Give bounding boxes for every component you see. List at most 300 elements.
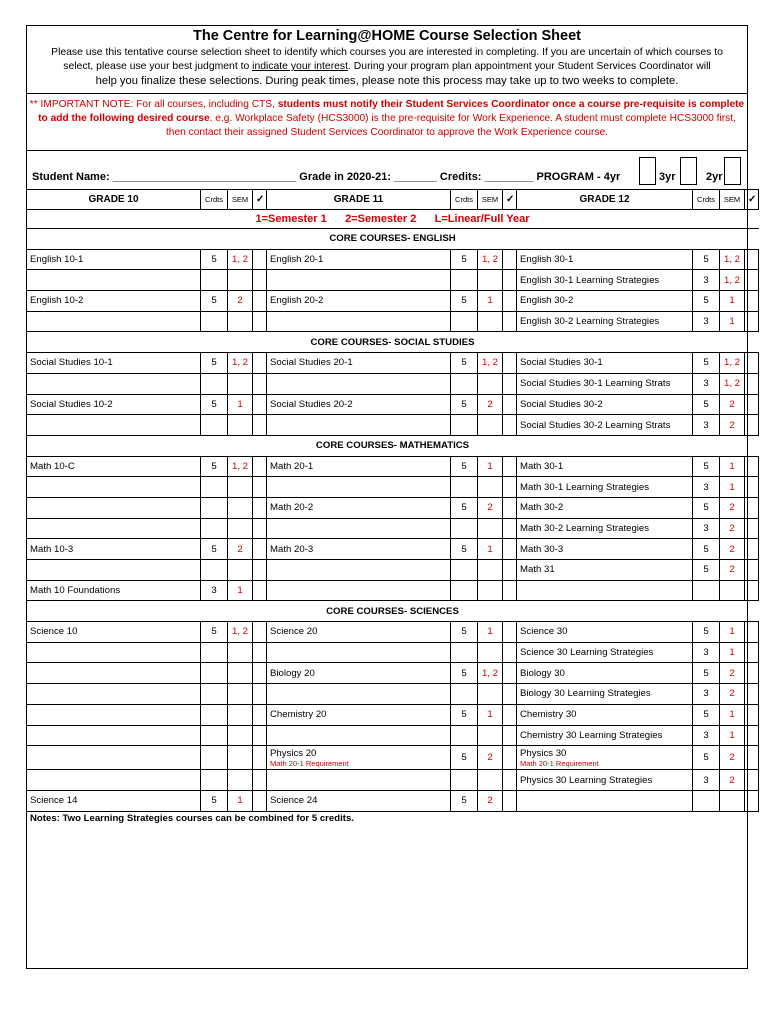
course-semester	[478, 642, 503, 663]
course-name	[267, 746, 451, 770]
course-credits	[451, 373, 478, 394]
course-credits	[201, 518, 228, 539]
program-2yr-label: 2yr	[706, 171, 723, 183]
course-credits	[451, 725, 478, 746]
course-name: English 30-2 Learning Strategies	[517, 311, 693, 332]
course-credits	[201, 415, 228, 436]
course-name: Math 20-1	[267, 456, 451, 477]
sem-header: SEM	[228, 190, 253, 210]
legend-linear: L=Linear/Full Year	[434, 213, 530, 225]
course-semester: 2	[478, 394, 503, 415]
sem-header: SEM	[720, 190, 745, 210]
intro-line-1: Please use this tentative course selection sheet to identify which courses you are interested in completing. If you are uncertain of which courses to	[51, 47, 723, 58]
course-credits: 3	[693, 770, 720, 791]
section-header-row	[27, 435, 759, 456]
course-semester: 1, 2	[228, 353, 253, 374]
course-semester: 2	[720, 663, 745, 684]
course-credits	[201, 477, 228, 498]
course-select-checkbox[interactable]	[253, 560, 267, 581]
course-credits: 5	[201, 539, 228, 560]
course-name	[267, 270, 451, 291]
course-name	[267, 560, 451, 581]
footnote: Notes: Two Learning Strategies courses can be combined for 5 credits.	[30, 813, 354, 824]
course-select-checkbox[interactable]	[745, 642, 759, 663]
course-name: Biology 20	[267, 663, 451, 684]
course-credits: 5	[693, 497, 720, 518]
course-select-checkbox[interactable]	[503, 684, 517, 705]
course-name: English 30-1 Learning Strategies	[517, 270, 693, 291]
course-semester: 2	[720, 539, 745, 560]
course-semester: 1	[720, 311, 745, 332]
course-credits	[201, 746, 228, 770]
section-header-row	[27, 229, 759, 250]
course-name: English 10-2	[27, 291, 201, 312]
course-credits: 3	[693, 270, 720, 291]
course-name: Chemistry 20	[267, 704, 451, 725]
course-semester: 1	[720, 456, 745, 477]
course-credits: 3	[693, 684, 720, 705]
course-select-checkbox[interactable]	[745, 704, 759, 725]
course-name	[27, 770, 201, 791]
course-select-checkbox[interactable]	[253, 642, 267, 663]
table-row	[27, 622, 759, 643]
course-credits	[201, 373, 228, 394]
course-select-checkbox[interactable]	[503, 622, 517, 643]
course-select-checkbox[interactable]	[745, 622, 759, 643]
course-select-checkbox[interactable]	[253, 477, 267, 498]
course-name	[267, 580, 451, 601]
course-requirement: Math 20-1 Requirement	[520, 758, 599, 768]
course-select-checkbox[interactable]	[745, 249, 759, 270]
course-semester: 1, 2	[720, 249, 745, 270]
course-select-checkbox[interactable]	[503, 415, 517, 436]
table-row	[27, 580, 759, 601]
course-name	[27, 311, 201, 332]
course-name: Math 30-2	[517, 497, 693, 518]
course-select-checkbox[interactable]	[745, 497, 759, 518]
course-semester	[478, 311, 503, 332]
table-row	[27, 353, 759, 374]
course-select-checkbox[interactable]	[745, 770, 759, 791]
course-name: Science 30 Learning Strategies	[517, 642, 693, 663]
course-select-checkbox[interactable]	[253, 704, 267, 725]
course-select-checkbox[interactable]	[503, 249, 517, 270]
course-select-checkbox[interactable]	[253, 456, 267, 477]
course-select-checkbox[interactable]	[503, 746, 517, 770]
course-select-checkbox[interactable]	[745, 560, 759, 581]
course-name	[27, 746, 201, 770]
course-semester: 2	[720, 684, 745, 705]
divider	[27, 150, 747, 151]
course-semester	[720, 790, 745, 811]
semester-legend	[27, 210, 759, 229]
check-header-icon: ✓	[745, 190, 759, 210]
course-select-checkbox[interactable]	[745, 456, 759, 477]
course-select-checkbox[interactable]	[253, 770, 267, 791]
course-name	[267, 518, 451, 539]
grade-12-header: GRADE 12	[517, 190, 693, 210]
course-name: Math 20-3	[267, 539, 451, 560]
course-credits: 5	[451, 353, 478, 374]
section-title: CORE COURSES- MATHEMATICS	[27, 435, 759, 456]
table-row	[27, 249, 759, 270]
section-title: CORE COURSES- SOCIAL STUDIES	[27, 332, 759, 353]
table-row	[27, 704, 759, 725]
table-row	[27, 477, 759, 498]
course-credits	[201, 642, 228, 663]
course-name	[27, 270, 201, 291]
credits-header: Crdts	[201, 190, 228, 210]
course-credits: 5	[201, 353, 228, 374]
course-name: Science 14	[27, 790, 201, 811]
course-credits: 5	[451, 497, 478, 518]
intro-line-3: help you finalize these selections. During peak times, please note this process may take up to two weeks to complete.	[95, 75, 679, 87]
course-credits: 5	[201, 249, 228, 270]
course-semester: 1	[228, 790, 253, 811]
course-semester: 2	[478, 746, 503, 770]
course-select-checkbox[interactable]	[253, 663, 267, 684]
course-credits	[201, 560, 228, 581]
course-name: Social Studies 10-1	[27, 353, 201, 374]
course-credits	[201, 770, 228, 791]
course-select-checkbox[interactable]	[745, 539, 759, 560]
course-select-checkbox[interactable]	[503, 560, 517, 581]
course-credits: 5	[451, 790, 478, 811]
course-select-checkbox[interactable]	[745, 663, 759, 684]
course-credits	[451, 560, 478, 581]
course-select-checkbox[interactable]	[503, 580, 517, 601]
course-select-checkbox[interactable]	[745, 394, 759, 415]
course-select-checkbox[interactable]	[503, 373, 517, 394]
course-select-checkbox[interactable]	[253, 580, 267, 601]
course-semester: 1	[720, 642, 745, 663]
course-semester	[228, 560, 253, 581]
course-select-checkbox[interactable]	[503, 497, 517, 518]
course-name: Math 10-C	[27, 456, 201, 477]
table-row	[27, 373, 759, 394]
course-credits: 5	[451, 291, 478, 312]
course-semester	[478, 725, 503, 746]
course-semester: 1	[228, 394, 253, 415]
course-select-checkbox[interactable]	[253, 394, 267, 415]
course-credits: 3	[693, 725, 720, 746]
course-select-checkbox[interactable]	[503, 394, 517, 415]
course-semester: 1	[478, 456, 503, 477]
course-select-checkbox[interactable]	[745, 311, 759, 332]
course-semester	[478, 518, 503, 539]
course-select-checkbox[interactable]	[503, 770, 517, 791]
course-select-checkbox[interactable]	[745, 580, 759, 601]
course-select-checkbox[interactable]	[503, 725, 517, 746]
table-row	[27, 456, 759, 477]
course-name	[267, 415, 451, 436]
student-info-line	[32, 171, 620, 183]
grade-11-header: GRADE 11	[267, 190, 451, 210]
table-header	[27, 190, 759, 210]
course-name: Social Studies 30-1 Learning Strats	[517, 373, 693, 394]
course-credits: 5	[201, 291, 228, 312]
course-select-checkbox[interactable]	[253, 311, 267, 332]
table-row	[27, 394, 759, 415]
course-select-checkbox[interactable]	[253, 497, 267, 518]
course-credits	[451, 270, 478, 291]
course-select-checkbox[interactable]	[253, 518, 267, 539]
course-name: English 10-1	[27, 249, 201, 270]
program-2yr-checkbox[interactable]	[724, 157, 741, 185]
section-title: CORE COURSES- SCIENCES	[27, 601, 759, 622]
section-header-row	[27, 332, 759, 353]
table-row	[27, 415, 759, 436]
course-credits: 5	[451, 539, 478, 560]
course-select-checkbox[interactable]	[503, 270, 517, 291]
course-semester: 2	[720, 394, 745, 415]
course-selection-sheet	[26, 25, 757, 969]
course-semester: 1	[478, 622, 503, 643]
course-credits	[201, 663, 228, 684]
course-semester: 2	[720, 518, 745, 539]
course-name	[27, 663, 201, 684]
course-name: Math 31	[517, 560, 693, 581]
course-credits: 5	[693, 456, 720, 477]
course-select-checkbox[interactable]	[503, 790, 517, 811]
course-credits: 5	[451, 663, 478, 684]
course-semester	[228, 270, 253, 291]
course-credits: 5	[693, 291, 720, 312]
table-row	[27, 746, 759, 770]
credits-header: Crdts	[693, 190, 720, 210]
course-semester	[478, 560, 503, 581]
table-row	[27, 560, 759, 581]
course-name	[27, 497, 201, 518]
course-semester	[478, 270, 503, 291]
course-name: Chemistry 30	[517, 704, 693, 725]
student-info-text: Student Name: ______________________________ Grade in 2020-21: _______ Credits: ________ PROGRAM - 4yr	[32, 171, 621, 183]
course-credits	[451, 415, 478, 436]
course-select-checkbox[interactable]	[745, 790, 759, 811]
course-select-checkbox[interactable]	[745, 270, 759, 291]
course-select-checkbox[interactable]	[253, 291, 267, 312]
course-select-checkbox[interactable]	[745, 415, 759, 436]
check-header-icon: ✓	[253, 190, 267, 210]
course-semester: 1	[720, 725, 745, 746]
course-semester: 1	[720, 291, 745, 312]
legend-semester-1: 1=Semester 1	[255, 213, 327, 225]
course-semester	[228, 311, 253, 332]
course-name: English 20-2	[267, 291, 451, 312]
course-credits: 5	[451, 746, 478, 770]
course-name: English 30-1	[517, 249, 693, 270]
course-name	[267, 684, 451, 705]
course-credits	[451, 684, 478, 705]
course-credits: 5	[451, 394, 478, 415]
course-semester	[228, 704, 253, 725]
course-select-checkbox[interactable]	[253, 725, 267, 746]
course-name: English 30-2	[517, 291, 693, 312]
course-name	[517, 746, 693, 770]
course-semester: 1	[478, 291, 503, 312]
course-select-checkbox[interactable]	[253, 684, 267, 705]
course-name	[27, 684, 201, 705]
course-semester: 1, 2	[478, 663, 503, 684]
course-semester: 1	[720, 622, 745, 643]
course-name: Social Studies 20-2	[267, 394, 451, 415]
course-name: Social Studies 30-1	[517, 353, 693, 374]
course-select-checkbox[interactable]	[503, 353, 517, 374]
course-semester: 1, 2	[478, 249, 503, 270]
course-semester	[720, 580, 745, 601]
course-select-checkbox[interactable]	[253, 415, 267, 436]
course-credits: 5	[451, 704, 478, 725]
course-select-checkbox[interactable]	[503, 291, 517, 312]
course-select-checkbox[interactable]	[253, 790, 267, 811]
course-select-checkbox[interactable]	[503, 539, 517, 560]
course-semester	[478, 580, 503, 601]
course-semester: 2	[228, 291, 253, 312]
course-credits	[201, 704, 228, 725]
course-name: Social Studies 30-2 Learning Strats	[517, 415, 693, 436]
course-select-checkbox[interactable]	[253, 373, 267, 394]
course-name	[267, 311, 451, 332]
course-credits: 5	[693, 704, 720, 725]
credits-header: Crdts	[451, 190, 478, 210]
grade-10-header: GRADE 10	[27, 190, 201, 210]
course-name-text: Physics 20	[270, 747, 317, 759]
course-credits: 3	[693, 642, 720, 663]
course-credits: 5	[451, 622, 478, 643]
course-credits: 5	[693, 622, 720, 643]
course-name: Math 20-2	[267, 497, 451, 518]
course-name	[27, 642, 201, 663]
course-semester: 1, 2	[720, 373, 745, 394]
course-credits	[201, 311, 228, 332]
course-select-checkbox[interactable]	[253, 249, 267, 270]
course-select-checkbox[interactable]	[745, 373, 759, 394]
course-select-checkbox[interactable]	[503, 311, 517, 332]
course-credits: 3	[693, 311, 720, 332]
table-row	[27, 497, 759, 518]
course-credits	[201, 725, 228, 746]
course-semester: 2	[720, 560, 745, 581]
course-semester: 1	[720, 477, 745, 498]
course-name: Math 30-3	[517, 539, 693, 560]
course-credits	[451, 770, 478, 791]
table-row	[27, 311, 759, 332]
course-select-checkbox[interactable]	[745, 291, 759, 312]
course-select-checkbox[interactable]	[745, 518, 759, 539]
course-name-text: Physics 30	[520, 747, 567, 759]
course-select-checkbox[interactable]	[745, 684, 759, 705]
program-3yr-checkbox[interactable]	[680, 157, 697, 185]
sem-header: SEM	[478, 190, 503, 210]
table-row	[27, 684, 759, 705]
course-select-checkbox[interactable]	[503, 456, 517, 477]
important-note	[27, 98, 747, 140]
course-name: Biology 30	[517, 663, 693, 684]
course-credits	[201, 270, 228, 291]
course-credits	[201, 497, 228, 518]
course-name	[517, 580, 693, 601]
course-credits	[693, 790, 720, 811]
course-semester	[478, 770, 503, 791]
course-semester: 2	[720, 746, 745, 770]
course-semester: 1, 2	[720, 270, 745, 291]
course-credits: 5	[693, 249, 720, 270]
course-semester: 1, 2	[720, 353, 745, 374]
intro-line-2-start: select, please use your best judgment to	[63, 61, 253, 72]
table-row	[27, 291, 759, 312]
intro-text	[27, 46, 747, 88]
course-requirement: Math 20-1 Requirement	[270, 758, 349, 768]
check-header-icon: ✓	[503, 190, 517, 210]
course-semester	[228, 746, 253, 770]
course-credits: 5	[693, 746, 720, 770]
table-row	[27, 790, 759, 811]
course-credits: 5	[451, 249, 478, 270]
course-select-checkbox[interactable]	[745, 353, 759, 374]
course-semester: 1	[478, 539, 503, 560]
course-name	[27, 477, 201, 498]
table-row	[27, 539, 759, 560]
course-semester	[228, 642, 253, 663]
course-semester: 2	[720, 415, 745, 436]
course-credits: 5	[201, 622, 228, 643]
course-name	[27, 725, 201, 746]
course-credits: 5	[201, 394, 228, 415]
course-select-checkbox[interactable]	[253, 746, 267, 770]
course-select-checkbox[interactable]	[745, 746, 759, 770]
course-semester	[228, 518, 253, 539]
program-4yr-checkbox[interactable]	[639, 157, 656, 185]
course-credits: 5	[451, 456, 478, 477]
course-semester: 2	[228, 539, 253, 560]
course-credits: 5	[693, 560, 720, 581]
course-name: Math 30-1 Learning Strategies	[517, 477, 693, 498]
course-name: Social Studies 20-1	[267, 353, 451, 374]
course-credits	[201, 684, 228, 705]
course-select-checkbox[interactable]	[503, 518, 517, 539]
course-semester: 1, 2	[228, 456, 253, 477]
course-credits: 5	[693, 539, 720, 560]
intro-line-2	[63, 61, 710, 72]
course-name	[267, 725, 451, 746]
course-select-checkbox[interactable]	[253, 622, 267, 643]
course-select-checkbox[interactable]	[503, 477, 517, 498]
course-select-checkbox[interactable]	[253, 539, 267, 560]
course-name: Math 30-2 Learning Strategies	[517, 518, 693, 539]
course-semester	[478, 415, 503, 436]
course-name: Science 30	[517, 622, 693, 643]
table-row	[27, 270, 759, 291]
course-select-checkbox[interactable]	[253, 270, 267, 291]
page-title: The Centre for Learning@HOME Course Selection Sheet	[193, 28, 581, 44]
course-select-checkbox[interactable]	[503, 704, 517, 725]
course-select-checkbox[interactable]	[253, 353, 267, 374]
course-select-checkbox[interactable]	[503, 642, 517, 663]
course-semester: 2	[478, 497, 503, 518]
course-select-checkbox[interactable]	[745, 725, 759, 746]
course-name	[27, 560, 201, 581]
course-credits	[451, 518, 478, 539]
course-select-checkbox[interactable]	[503, 663, 517, 684]
course-select-checkbox[interactable]	[745, 477, 759, 498]
course-semester: 1, 2	[478, 353, 503, 374]
course-name: Math 10-3	[27, 539, 201, 560]
course-semester: 1	[720, 704, 745, 725]
course-credits	[451, 311, 478, 332]
course-credits	[451, 580, 478, 601]
intro-line-2-end: . During your program plan appointment your Student Services Coordinator will	[348, 61, 711, 72]
course-semester: 2	[478, 790, 503, 811]
